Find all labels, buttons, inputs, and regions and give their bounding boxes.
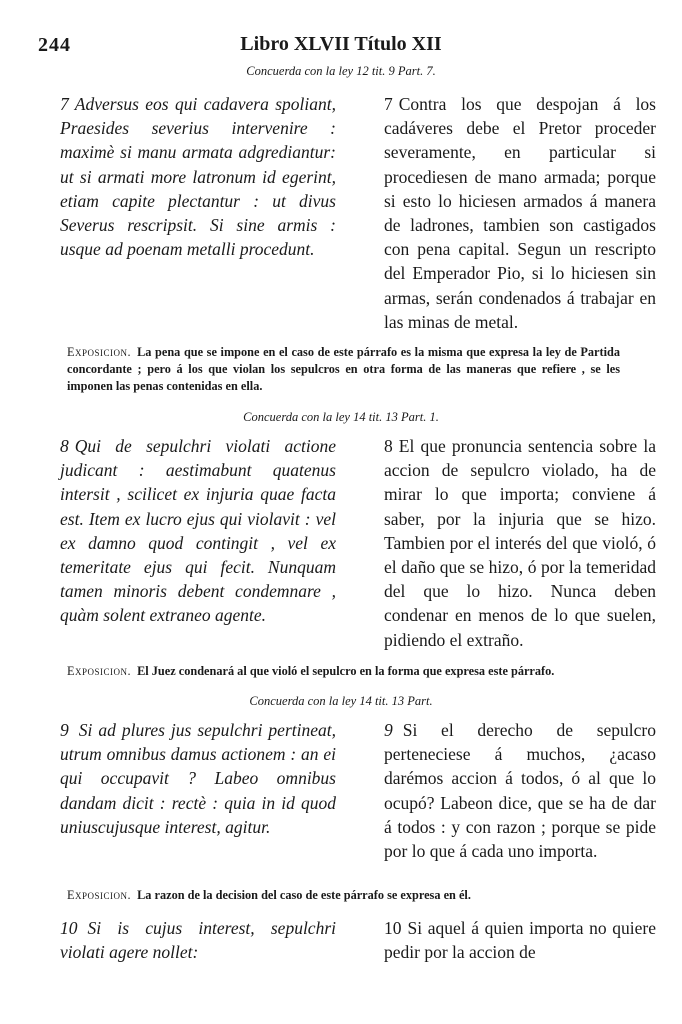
exposicion-text: La razon de la decision del caso de este párrafo se expresa en él. — [137, 888, 471, 902]
spanish-body: Si aquel á quien importa no quiere pedir por la accion de — [384, 918, 656, 963]
concordance-note: Concuerda con la ley 14 tit. 13 Part. 1. — [243, 410, 439, 424]
page-number: 244 — [38, 34, 71, 56]
paragraph-number: 7 — [60, 94, 69, 114]
spanish-text — [384, 916, 656, 964]
spanish-text — [384, 92, 656, 334]
spanish-text — [384, 434, 656, 652]
spanish-body: El que pronuncia sentencia sobre la accion de sepulcro violado, ha de mirar lo que importa; conviene á saber, por la injuria que se hizo. Tambien por el interés del que violó, ó el daño que se hizo, ó por la temeridad del que lo hizo. Nunca deben condenar en menos de lo que suelen, pidiendo el extraño. — [384, 436, 656, 650]
page-header: Libro XLVII Título XII — [240, 33, 442, 55]
latin-body: Si ad plures jus sepulchri pertineat, utrum omnibus damus actionem : an ei qui occupavit ? Labeo omnibus dandam dicit : rectè : quia in id quod uniuscujusque interest, agitur. — [60, 720, 336, 837]
exposicion-label: Exposicion. — [67, 664, 132, 678]
exposicion-text: El Juez condenará al que violó el sepulcro en la forma que expresa este párrafo. — [137, 664, 555, 678]
paragraph-number: 9 — [384, 720, 393, 740]
exposicion-label: Exposicion. — [67, 888, 132, 902]
spanish-body: Si el derecho de sepulcro perteneciese á muchos, ¿acaso darémos accion á todos, ó al que lo ocupó? Labeon dice, que se ha de dar á todos : y con razon ; porque se pide por lo que á cada uno importa. — [384, 720, 656, 862]
paragraph-number: 7 — [384, 94, 393, 114]
latin-text — [60, 92, 336, 334]
exposicion-note — [67, 344, 620, 394]
latin-text — [60, 916, 336, 964]
paragraph-number: 8 — [60, 436, 69, 456]
paragraph-10 — [60, 916, 656, 964]
paragraph-8 — [60, 434, 656, 652]
latin-text — [60, 718, 336, 863]
paragraph-number: 10 — [60, 918, 78, 938]
paragraph-number: 8 — [384, 436, 393, 456]
spanish-text — [384, 718, 656, 863]
paragraph-7 — [60, 92, 656, 334]
exposicion-note — [67, 887, 620, 904]
paragraph-9 — [60, 718, 656, 863]
concordance-note: Concuerda con la ley 12 tit. 9 Part. 7. — [246, 64, 436, 78]
concordance-note: Concuerda con la ley 14 tit. 13 Part. — [249, 694, 433, 708]
latin-text — [60, 434, 336, 652]
exposicion-label: Exposicion. — [67, 345, 132, 359]
paragraph-number: 10 — [384, 918, 402, 938]
latin-body: Si is cujus interest, sepulchri violati agere nollet: — [60, 918, 336, 963]
latin-body: Qui de sepulchri violati actione judicant : aestimabunt quatenus intersit , scilicet ex injuria quae facta est. Item ex lucro ejus qui violavit : vel ex damno quod contingit , vel ex temeritate ejus qui fecit. Nunquam tamen minoris debent condemnare , quàm solent extraneo agente. — [60, 436, 336, 626]
spanish-body: Contra los que despojan á los cadáveres debe el Pretor proceder severamente, en particular si procediesen de mano armada; porque si esto lo hiciesen armados á manera de ladrones, tambien son castigados con pena capital. Segun un rescripto del Emperador Pio, si lo hiciesen sin armas, serán condenados á trabajar en las minas de metal. — [384, 94, 656, 332]
exposicion-text: La pena que se impone en el caso de este párrafo es la misma que expresa la ley de Partida concordante ; pero á los que violan los sepulcros en otra forma de las maneras que refiere , se les imponen las penas contenidas en ella. — [67, 345, 620, 393]
latin-body: Adversus eos qui cadavera spoliant, Praesides severius intervenire : maximè si manu armata adgrediantur: ut si armati more latronum id egerint, etiam capite plectantur : ut divus Severus rescripsit. Si sine armis : usque ad poenam metalli procedunt. — [60, 94, 336, 260]
paragraph-number: 9 — [60, 720, 69, 740]
exposicion-note — [67, 663, 620, 680]
